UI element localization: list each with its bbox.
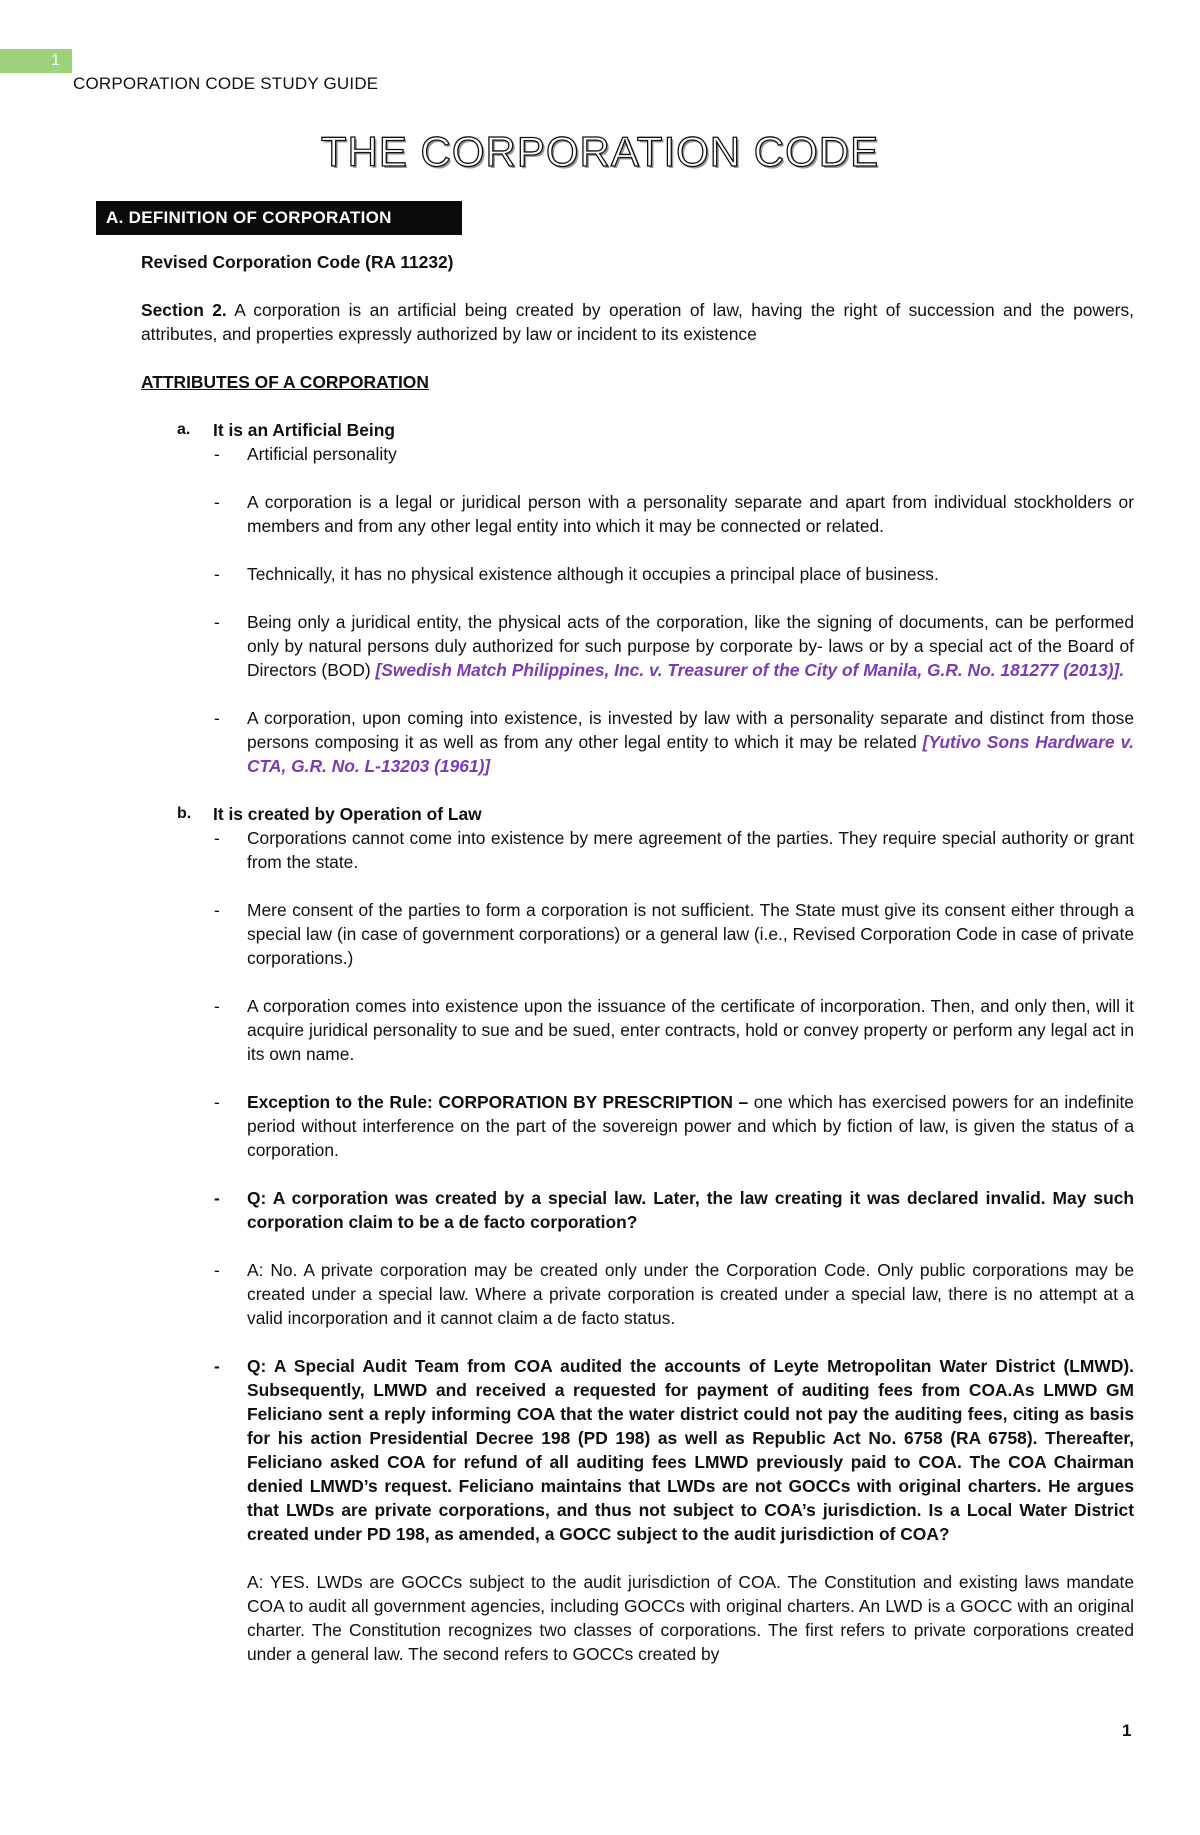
case-citation: [Swedish Match Philippines, Inc. v. Treasurer of the City of Manila, G.R. No. 181277 (2013)]. bbox=[375, 660, 1125, 680]
exception-label: Exception to the Rule: CORPORATION BY PRESCRIPTION – bbox=[247, 1092, 749, 1112]
attribute-a-list bbox=[247, 442, 1134, 778]
attributes-heading: ATTRIBUTES OF A CORPORATION bbox=[141, 372, 429, 392]
attribute-b-list bbox=[247, 826, 1134, 1546]
section2-label: Section 2. bbox=[141, 300, 227, 320]
list-item: - Technically, it has no physical existence although it occupies a principal place of business. bbox=[247, 562, 1134, 586]
header-title: CORPORATION CODE STUDY GUIDE bbox=[73, 74, 379, 93]
list-item bbox=[247, 1090, 1134, 1162]
section2-text: A corporation is an artificial being created by operation of law, having the right of succession and the powers, attributes, and properties expressly authorized by law or incident to its existence bbox=[141, 300, 1134, 344]
page-number: 1 bbox=[1122, 1721, 1132, 1740]
answer-2: A: YES. LWDs are GOCCs subject to the audit jurisdiction of COA. The Constitution and existing laws mandate COA to audit all government agencies, including GOCCs with original charters. An LWD is a GOCC with an original charter. The Constitution recognizes two classes of corporations. The first refers to private corporations created under a general law. The second refers to GOCCs created by bbox=[247, 1572, 1134, 1664]
section2-paragraph bbox=[141, 298, 1134, 346]
law-title: Revised Corporation Code (RA 11232) bbox=[141, 252, 454, 272]
list-item: - A corporation is a legal or juridical person with a personality separate and apart from individual stockholders or members and from any other legal entity into which it may be connected or related. bbox=[247, 490, 1134, 538]
page-tab: 1 bbox=[0, 49, 72, 73]
question-1: - Q: A corporation was created by a special law. Later, the law creating it was declared invalid. May such corporation claim to be a de facto corporation? bbox=[247, 1186, 1134, 1234]
item-text: one which has exercised powers for an indefinite period without interference on the part of the sovereign power and which by fiction of law, is given the status of a corporation. bbox=[247, 1092, 1134, 1160]
attribute-a-title: It is an Artificial Being bbox=[213, 420, 395, 440]
list-item: - Corporations cannot come into existence by mere agreement of the parties. They require special authority or grant from the state. bbox=[247, 826, 1134, 874]
attribute-b-title: It is created by Operation of Law bbox=[213, 804, 482, 824]
attribute-a-letter: a. bbox=[177, 421, 191, 438]
list-item bbox=[247, 610, 1134, 682]
question-2: - Q: A Special Audit Team from COA audited the accounts of Leyte Metropolitan Water District (LMWD). Subsequently, LMWD and received a requested for payment of auditing fees from COA.As LMWD GM Feliciano sent a reply informing COA that the water district could not pay the auditing fees, citing as basis for his action Presidential Decree 198 (PD 198) as well as Republic Act No. 6758 (RA 6758). Thereafter, Feliciano asked COA for refund of all auditing fees LMWD previously paid to COA. The COA Chairman denied LMWD’s request. Feliciano maintains that LWDs are not GOCCs with original charters. He argues that LWDs are private corporations, and thus not subject to COA’s jurisdiction. Is a Local Water District created under PD 198, as amended, a GOCC subject to the audit jurisdiction of COA? bbox=[247, 1354, 1134, 1546]
case-citation: [Yutivo Sons Hardware v. CTA, G.R. No. L-13203 (1961)] bbox=[247, 732, 1134, 776]
attribute-b-heading bbox=[177, 802, 1134, 826]
list-item: - A corporation comes into existence upon the issuance of the certificate of incorporation. Then, and only then, will it acquire juridical personality to sue and be sued, enter contracts, hold or convey property or perform any legal act in its own name. bbox=[247, 994, 1134, 1066]
item-text: Being only a juridical entity, the physical acts of the corporation, like the signing of documents, can be performed only by natural persons duly authorized for such purpose by corporate by- laws or by a special act of the Board of Directors (BOD) bbox=[247, 612, 1134, 680]
list-item: - Mere consent of the parties to form a corporation is not sufficient. The State must give its consent either through a special law (in case of government corporations) or a general law (i.e., Revised Corporation Code in case of private corporations.) bbox=[247, 898, 1134, 970]
list-item: - Artificial personality bbox=[247, 442, 1134, 466]
item-text: A corporation, upon coming into existence, is invested by law with a personality separate and distinct from those persons composing it as well as from any other legal entity to which it may be related bbox=[247, 708, 1134, 752]
section-heading-definition: A. DEFINITION OF CORPORATION bbox=[96, 201, 462, 235]
document-title: THE CORPORATION CODE bbox=[320, 128, 880, 175]
answer-1: - A: No. A private corporation may be created only under the Corporation Code. Only public corporations may be created under a special law. Where a private corporation is created under a special law, there is no attempt at a valid incorporation and it cannot claim a de facto status. bbox=[247, 1258, 1134, 1330]
attribute-b-letter: b. bbox=[177, 805, 192, 822]
attribute-a-heading bbox=[177, 418, 1134, 442]
document-body bbox=[141, 250, 1134, 1666]
list-item bbox=[247, 706, 1134, 778]
